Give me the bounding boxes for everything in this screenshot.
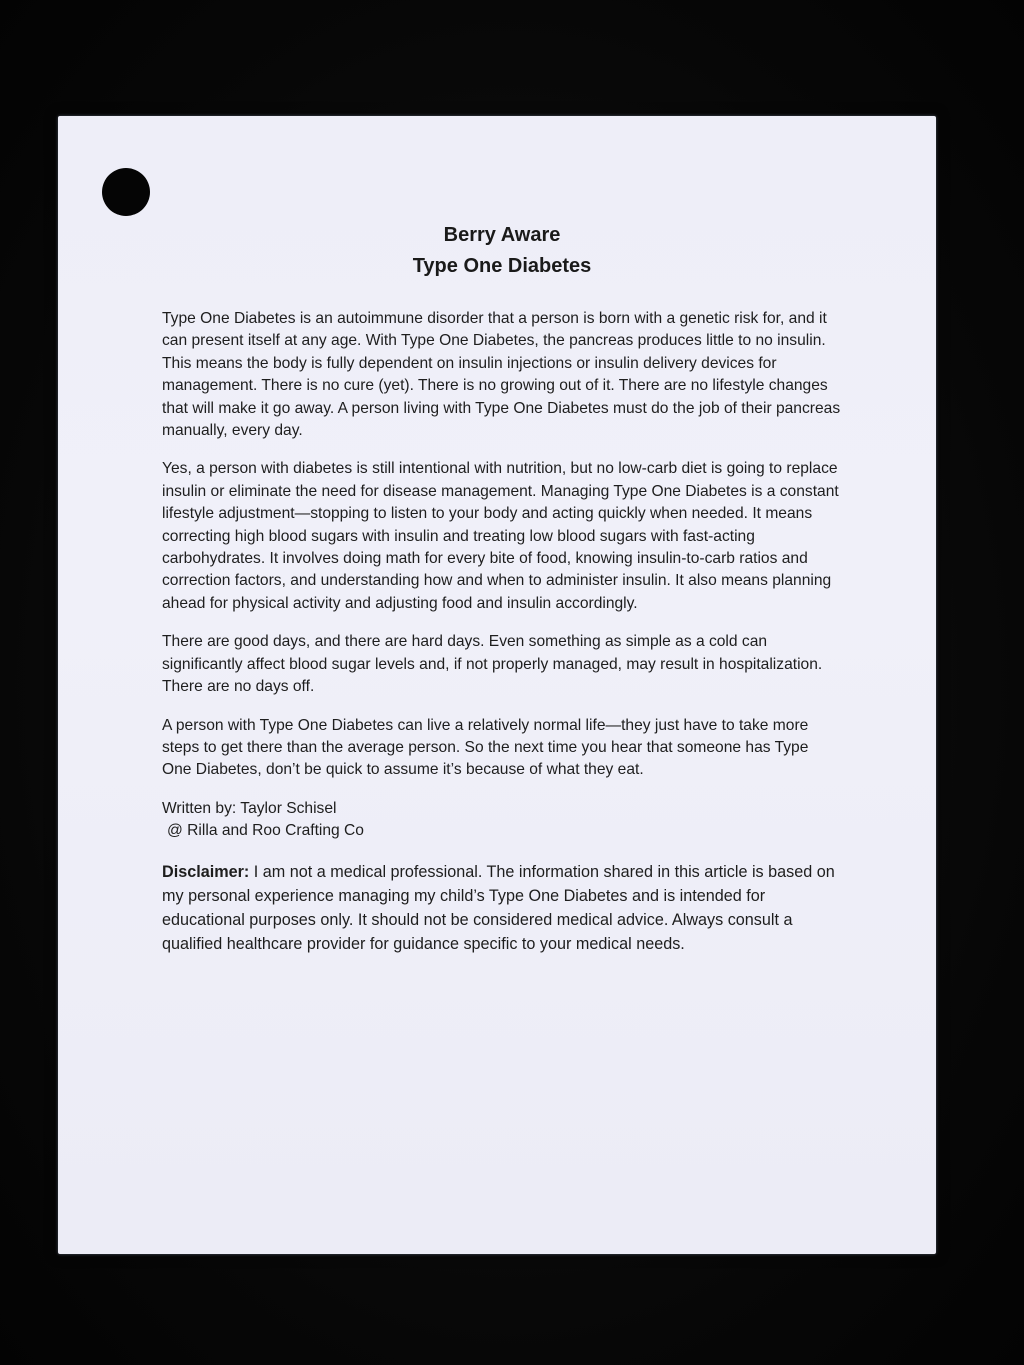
paragraph-good-hard-days: There are good days, and there are hard days. Even something as simple as a cold can significantly affect blood sugar levels and, if not properly managed, may result in hospitalization. There are no days off. <box>162 633 823 696</box>
byline <box>162 798 842 843</box>
paragraph-management: Yes, a person with diabetes is still intentional with nutrition, but no low-carb diet is going to replace insulin or eliminate the need for disease management. Managing Type One Diabetes is a constant lifestyle adjustment—stopping to listen to your body and acting quickly when needed. It means correcting high blood sugars with insulin and treating low blood sugars with fast-acting carbohydrates. It involves doing math for every bite of food, knowing insulin-to-carb ratios and correction factors, and understanding how and when to administer insulin. It also means planning ahead for physical activity and adjusting food and insulin accordingly. <box>162 460 839 612</box>
paragraph-intro: Type One Diabetes is an autoimmune disorder that a person is born with a genetic risk for, and it can present itself at any age. With Type One Diabetes, the pancreas produces little to no insulin. This means the body is fully dependent on insulin injections or insulin delivery devices for management. There is no cure (yet). There is no growing out of it. There are no lifestyle changes that will make it go away. A person living with Type One Diabetes must do the job of their pancreas manually, every day. <box>162 310 841 440</box>
title-block <box>162 220 842 282</box>
card-content <box>162 220 842 956</box>
document-title: Berry Aware <box>443 224 561 246</box>
punch-hole <box>102 168 150 216</box>
disclaimer <box>162 860 842 956</box>
byline-company: @ Rilla and Roo Crafting Co <box>167 822 364 840</box>
printed-card <box>58 116 936 1254</box>
document-subtitle: Type One Diabetes <box>412 255 592 277</box>
byline-author: Written by: Taylor Schisel <box>162 799 337 817</box>
disclaimer-label: Disclaimer: <box>162 862 250 881</box>
disclaimer-text: I am not a medical professional. The information shared in this article is based on my personal experience managing my child’s Type One Diabetes and is intended for educational purposes only. It should not be considered medical advice. Always consult a qualified healthcare provider for guidance specific to your medical needs. <box>162 862 835 953</box>
paragraph-normal-life: A person with Type One Diabetes can live a relatively normal life—they just have to take more steps to get there than the average person. So the next time you hear that someone has Type One Diabetes, don’t be quick to assume it’s because of what they eat. <box>162 716 809 779</box>
